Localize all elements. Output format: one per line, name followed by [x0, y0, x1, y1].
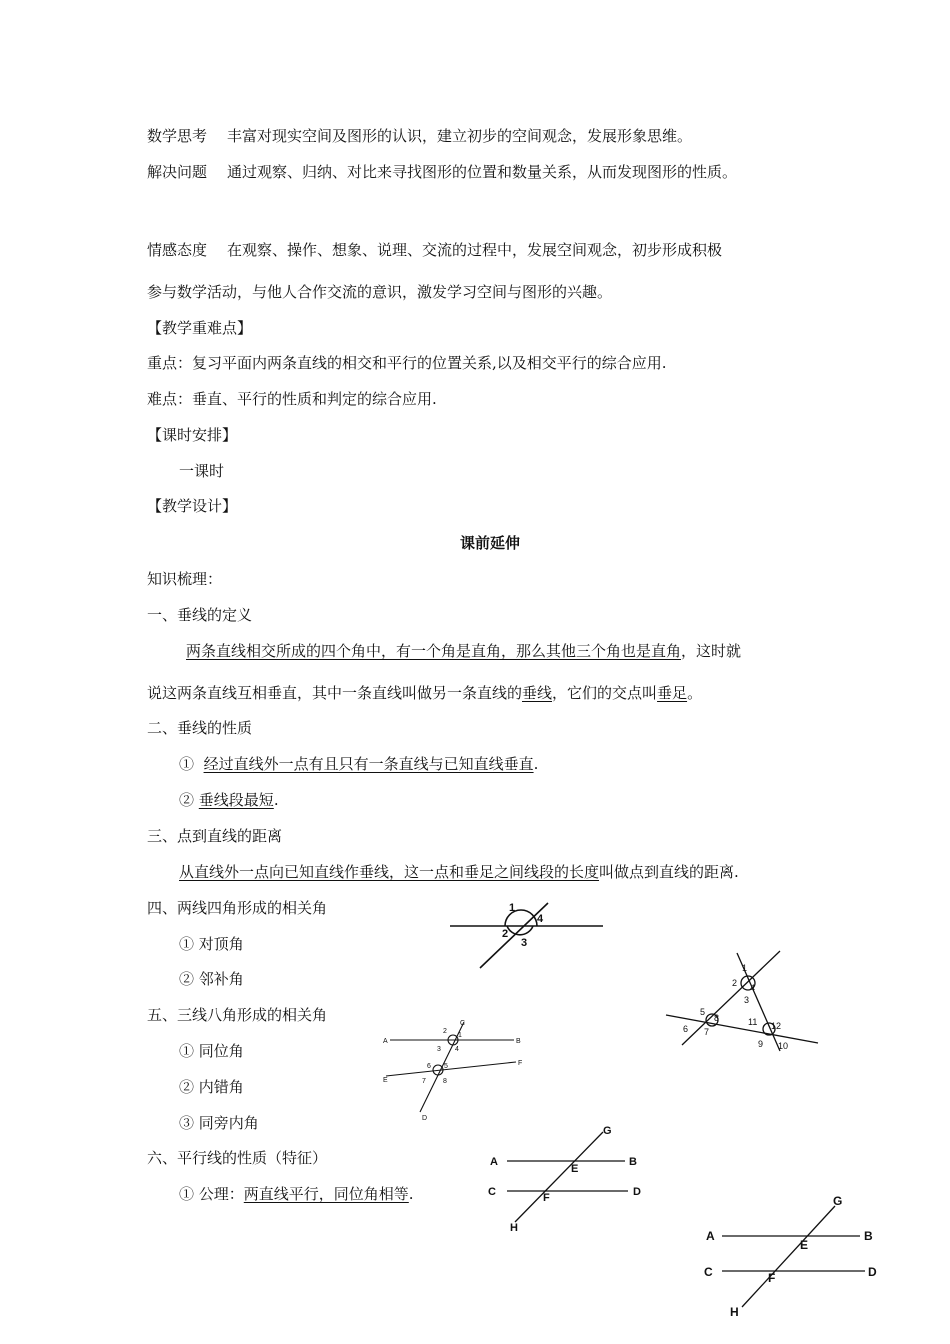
- fig5-label: E: [800, 1238, 809, 1252]
- figure-parallel-lines-2: [700, 1192, 890, 1322]
- fig4-label: E: [571, 1163, 579, 1175]
- fig2-label: 7: [704, 1027, 710, 1037]
- s1-def-text: 。: [687, 684, 703, 702]
- s2-property-text: 垂线段最短: [198, 791, 274, 809]
- fig2-label: 6: [683, 1024, 689, 1034]
- goal-attitude-cont: 参与数学活动，与他人合作交流的意识，激发学习空间与图形的兴趣。: [147, 283, 613, 301]
- s2-property-1: [179, 754, 538, 774]
- design-heading: 【教学设计】: [147, 497, 238, 515]
- s1-def-text: ，这时就: [681, 642, 742, 660]
- fig3-label: C: [460, 1020, 466, 1027]
- fig4-label: H: [510, 1222, 518, 1234]
- s2-property-2: [179, 790, 279, 810]
- goal-label: 解决问题: [147, 163, 208, 181]
- fig1-label: 1: [509, 902, 516, 914]
- s5-item: ① 同位角: [179, 1042, 244, 1060]
- fig3-label: 2: [443, 1028, 447, 1035]
- figure-parallel-lines-1: [485, 1122, 655, 1237]
- fig3-label: B: [516, 1038, 521, 1045]
- s1-def-text: 说这两条直线互相垂直，其中一条直线叫做另一条直线的: [147, 684, 523, 702]
- item-number: ①: [179, 755, 195, 773]
- fig4-label: B: [629, 1156, 637, 1168]
- s2-title: 二、垂线的性质: [147, 719, 253, 737]
- s6-prefix: ① 公理：: [179, 1185, 244, 1203]
- figure-eight-angles: [380, 1018, 530, 1123]
- fig4-label: C: [488, 1186, 496, 1198]
- fig2-label: 8: [714, 1013, 720, 1023]
- fig5-label: C: [704, 1265, 713, 1279]
- s4-item: ② 邻补角: [179, 970, 244, 988]
- s6-axiom: [179, 1184, 414, 1204]
- s1-term-foot: 垂足: [657, 684, 688, 702]
- fig4-label: D: [633, 1186, 641, 1198]
- fig1-label: 2: [502, 928, 509, 940]
- fig2-label: 10: [778, 1041, 789, 1051]
- goal-text: 通过观察、归纳、对比来寻找图形的位置和数量关系，从而发现图形的性质。: [227, 163, 738, 181]
- goal-attitude: [147, 240, 722, 260]
- fig2-label: 1: [742, 963, 748, 973]
- s4-title: 四、两线四角形成的相关角: [147, 899, 328, 917]
- figure-two-lines: [445, 895, 610, 975]
- fig5-label: H: [730, 1305, 739, 1319]
- fig3-label: E: [383, 1077, 388, 1084]
- schedule-heading: 【课时安排】: [147, 426, 238, 444]
- goal-thinking: [147, 126, 692, 146]
- section-title: 课前延伸: [459, 534, 520, 552]
- s3-definition: [179, 862, 739, 882]
- fig5-label: F: [768, 1271, 776, 1285]
- goal-text: 在观察、操作、想象、说理、交流的过程中，发展空间观念，初步形成积极: [227, 241, 723, 259]
- knowledge-sub: 知识梳理：: [147, 570, 223, 588]
- fig5-label: A: [706, 1229, 715, 1243]
- goal-label: 数学思考: [147, 127, 208, 145]
- schedule-value: 一课时: [179, 462, 225, 480]
- fig3-label: F: [518, 1060, 523, 1067]
- fig2-label: 9: [758, 1039, 764, 1049]
- key-point: 重点：复习平面内两条直线的相交和平行的位置关系,以及相交平行的综合应用.: [147, 354, 667, 372]
- s3-underlined: 从直线外一点向已知直线作垂线，这一点和垂足之间线段的长度: [179, 863, 600, 881]
- s6-title: 六、平行线的性质（特征）: [147, 1149, 328, 1167]
- fig4-label: F: [543, 1192, 550, 1204]
- fig3-label: 1: [458, 1032, 462, 1039]
- fig2-label: 12: [771, 1021, 782, 1031]
- difficult-point: 难点：垂直、平行的性质和判定的综合应用.: [147, 390, 437, 408]
- fig1-label: 3: [521, 937, 528, 949]
- fig3-label: D: [422, 1115, 428, 1122]
- punct: .: [408, 1185, 414, 1203]
- punct: .: [533, 755, 539, 773]
- fig3-label: 5: [444, 1063, 448, 1070]
- fig3-label: 4: [455, 1046, 459, 1053]
- s2-property-text: 经过直线外一点有且只有一条直线与已知直线垂直: [203, 755, 534, 773]
- punct: .: [273, 791, 279, 809]
- s1-def-line1: [186, 641, 741, 661]
- s5-item: ② 内错角: [179, 1078, 244, 1096]
- fig5-label: D: [868, 1265, 877, 1279]
- fig4-label: A: [490, 1156, 498, 1168]
- s4-item: ① 对顶角: [179, 935, 244, 953]
- fig2-label: 5: [700, 1007, 706, 1017]
- fig3-label: 6: [427, 1063, 431, 1070]
- figure-three-lines-twelve-angles: [660, 945, 825, 1055]
- s5-title: 五、三线八角形成的相关角: [147, 1006, 328, 1024]
- fig3-label: 3: [437, 1046, 441, 1053]
- s1-title: 一、垂线的定义: [147, 606, 253, 624]
- s1-def-underlined: 两条直线相交所成的四个角中，有一个角是直角，那么其他三个角也是直角: [186, 642, 682, 660]
- s3-title: 三、点到直线的距离: [147, 827, 283, 845]
- key-points-heading: 【教学重难点】: [147, 319, 253, 337]
- fig2-label: 11: [748, 1017, 758, 1027]
- s1-term-perpendicular: 垂线: [522, 684, 553, 702]
- s1-def-text: ，它们的交点叫: [552, 684, 658, 702]
- fig2-label: 2: [732, 978, 738, 988]
- item-number: ②: [179, 791, 195, 809]
- s6-underlined: 两直线平行，同位角相等: [243, 1185, 409, 1203]
- s3-text: 叫做点到直线的距离.: [599, 863, 739, 881]
- fig5-label: G: [833, 1194, 843, 1208]
- fig4-label: G: [603, 1125, 612, 1137]
- goal-label: 情感态度: [147, 241, 208, 259]
- fig2-label: 3: [744, 995, 750, 1005]
- fig3-label: A: [383, 1038, 388, 1045]
- fig1-label: 4: [537, 913, 544, 925]
- fig3-label: 8: [443, 1078, 447, 1085]
- goal-text: 丰富对现实空间及图形的认识，建立初步的空间观念，发展形象思维。: [227, 127, 693, 145]
- fig2-label: 4: [750, 983, 756, 993]
- s5-item: ③ 同旁内角: [179, 1114, 259, 1132]
- s1-def-line2: [147, 683, 702, 703]
- fig5-label: B: [864, 1229, 873, 1243]
- goal-problem: [147, 162, 737, 182]
- fig3-label: 7: [422, 1078, 426, 1085]
